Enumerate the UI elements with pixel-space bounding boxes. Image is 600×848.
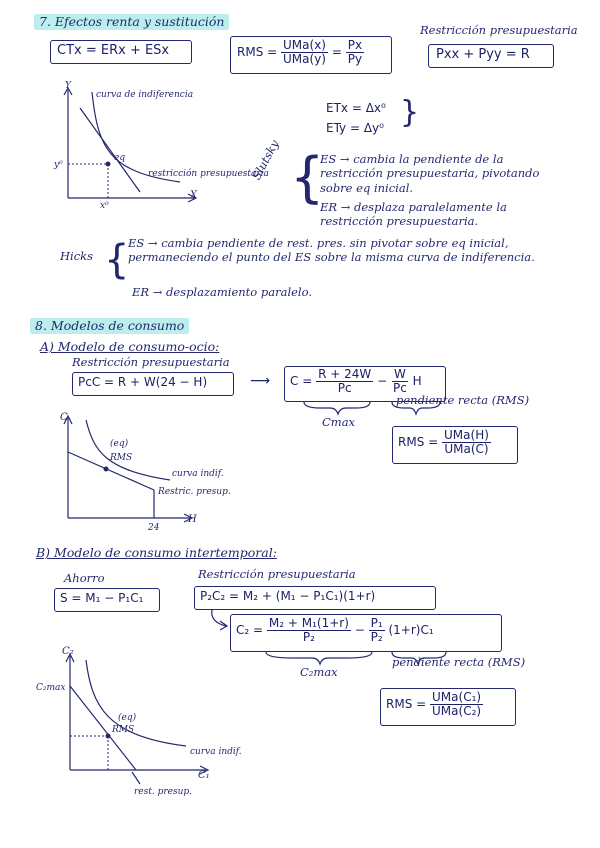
c-axis-label: C: [60, 412, 68, 423]
b-eq-label: (eq): [118, 713, 137, 723]
etx-formula: ETx = Δx⁰: [326, 101, 386, 115]
hicks-er: ER → desplazamiento paralelo.: [132, 285, 312, 299]
section-8-title: 8. Modelos de consumo: [30, 318, 189, 334]
rms-fraction-uma: [281, 39, 328, 66]
a-equilibrium-point: [104, 467, 109, 472]
rms-num-px: Px: [347, 38, 363, 52]
section-7-title: 7. Efectos renta y sustitución: [34, 14, 229, 30]
a-c-tail: H: [412, 374, 422, 389]
c2max-label: C₂max: [300, 665, 338, 679]
a-c-num-2: W: [393, 367, 406, 381]
a-arrow: ⟶: [250, 373, 271, 389]
b-c2-den-2: P₂: [370, 630, 383, 645]
intertemporal-graph: [36, 646, 286, 806]
rms-fraction-prices: [346, 39, 364, 66]
cmax-brace: [304, 402, 370, 414]
c1-axis-label: C₁: [198, 770, 210, 781]
a-c-minus: −: [377, 374, 388, 389]
a-h24-label: 24: [148, 523, 160, 533]
equilibrium-point: [106, 162, 111, 167]
a-c-formula: [290, 368, 422, 395]
a-c-num-1: R + 24W: [318, 367, 372, 381]
a-pend-label: pendiente recta (RMS): [396, 393, 530, 407]
rms-equals: =: [331, 45, 342, 60]
b-rms-lhs: RMS =: [386, 697, 427, 712]
c2max-axis-label: C₂max: [36, 683, 66, 693]
rms-lhs: RMS =: [237, 45, 278, 60]
x0-label: x⁰: [100, 201, 109, 211]
b-curve-label: curva indif.: [190, 747, 242, 757]
c2-axis-label: C₂: [62, 646, 74, 657]
a-rms-formula: [398, 429, 491, 456]
b-rms-formula: [386, 691, 483, 718]
budget-line: [80, 108, 140, 192]
a-c-lhs: C =: [290, 374, 313, 389]
h-axis-label: H: [188, 514, 197, 525]
b-equilibrium-point: [106, 734, 111, 739]
ety-formula: ETy = Δy⁰: [326, 121, 384, 135]
ahorro-formula: S = M₁ − P₁C₁: [60, 591, 144, 605]
rp-label: Restricción presupuestaria: [420, 23, 578, 37]
a-rms-graph-label: RMS: [110, 453, 133, 463]
b-rp-graph-label: rest. presup.: [134, 787, 193, 797]
rp-formula: Pxx + Pyy = R: [436, 47, 530, 62]
a-rms-fraction: [442, 429, 491, 456]
slutsky-es: ES → cambia la pendiente de la restricción presupuestaria, pivotando sobre eq inicial.: [320, 152, 540, 195]
hicks-es: ES → cambia pendiente de rest. pres. sin pivotar sobre eq inicial, permaneciendo el punto del ES sobre la misma curva de indiferencia.: [128, 236, 535, 265]
a-c-den-2: Pc: [392, 381, 407, 396]
rms-den-uma-y: UMa(y): [283, 52, 326, 67]
slutsky-er: ER → desplaza paralelamente la restricción presupuestaria.: [320, 200, 507, 229]
a-rp-label: Restricción presupuestaria: [72, 355, 230, 369]
b-c2-tail: (1+r)C₁: [388, 623, 434, 638]
b-c2-num-1: M₂ + M₁(1+r): [268, 616, 349, 630]
b-rms-num: UMa(C₁): [432, 690, 482, 704]
a-rms-num: UMa(H): [444, 428, 489, 442]
b-rp-formula: P₂C₂ = M₂ + (M₁ − P₁C₁)(1+r): [200, 589, 376, 603]
slutsky-brace: {: [290, 146, 325, 209]
consumo-ocio-graph: [50, 408, 280, 538]
a-rp-formula: PcC = R + W(24 − H): [78, 375, 208, 389]
x-axis-label: X: [190, 190, 198, 201]
rp-graph-label: restricción presupuestaria: [148, 169, 269, 179]
b-c2-formula: [236, 617, 434, 644]
y-axis-label: Y: [65, 81, 71, 91]
model-a-title: A) Modelo de consumo-ocio:: [40, 339, 220, 354]
b-c2-num-2: P₁: [370, 616, 383, 630]
rms-den-py: Py: [347, 52, 363, 67]
b-c2-fraction-1: [267, 617, 351, 644]
a-indifference-curve: [86, 420, 170, 480]
slutsky-label: Slutsky: [249, 137, 282, 183]
a-rms-lhs: RMS =: [398, 435, 439, 450]
a-c-fraction-1: [316, 368, 373, 395]
rms-num-uma-x: UMa(x): [283, 38, 326, 52]
model-b-title: B) Modelo de consumo intertemporal:: [36, 545, 277, 560]
cmax-label: Cmax: [322, 415, 356, 429]
a-c-den-1: Pc: [337, 381, 352, 396]
b-rms-graph-label: RMS: [112, 725, 135, 735]
hicks-brace: {: [104, 237, 130, 283]
b-pend-label: pendiente recta (RMS): [392, 655, 526, 669]
b-rms-den: UMa(C₂): [432, 704, 482, 719]
ahorro-label: Ahorro: [64, 571, 105, 585]
b-c2-den-1: P₂: [302, 630, 315, 645]
curve-label: curva de indiferencia: [96, 90, 194, 100]
b-rp-pointer: [132, 772, 140, 784]
y0-label: y⁰: [54, 160, 63, 170]
ct-formula: CTx = ERx + ESx: [57, 43, 170, 58]
a-c-fraction-2: [391, 368, 409, 395]
b-rp-label: Restricción presupuestaria: [198, 567, 356, 581]
hicks-label: Hicks: [60, 249, 94, 263]
a-rp-graph-label: Restric. presup.: [158, 487, 231, 497]
b-c2-minus: −: [354, 623, 365, 638]
eq-label: eq: [114, 153, 126, 163]
b-c2-fraction-2: [369, 617, 385, 644]
a-curve-label: curva indif.: [172, 469, 224, 479]
indifference-graph-1: [40, 80, 300, 220]
rms-formula: [237, 39, 364, 66]
b-rms-fraction: [430, 691, 483, 718]
et-brace: }: [400, 95, 420, 130]
a-eq-label: (eq): [110, 439, 129, 449]
b-indifference-curve: [86, 660, 186, 746]
a-rms-den: UMa(C): [444, 442, 489, 457]
b-c2-lhs: C₂ =: [236, 623, 264, 638]
